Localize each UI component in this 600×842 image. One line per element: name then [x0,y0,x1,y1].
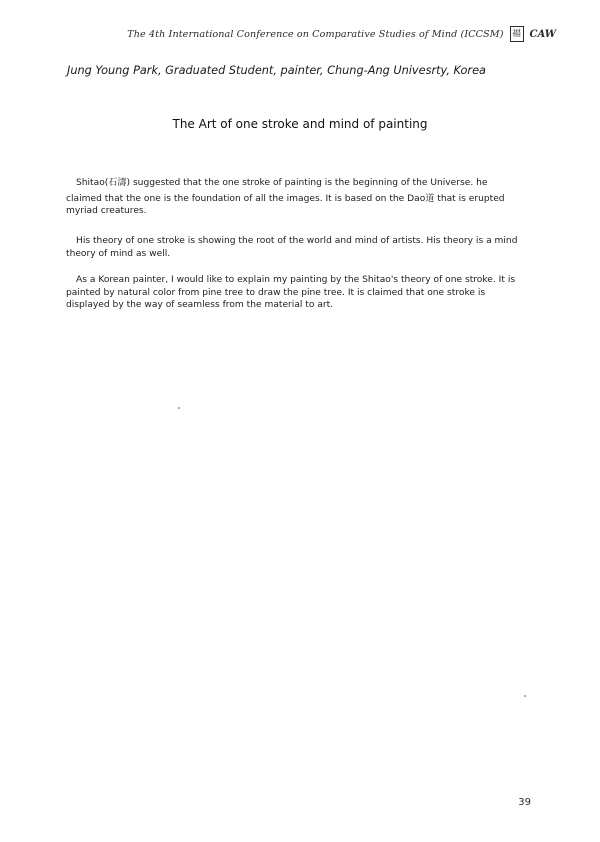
author-line: Jung Young Park, Graduated Student, painter, Chung-Ang Univesrty, Korea [67,64,486,77]
scan-speck [524,695,526,697]
caw-logo: CAW [529,28,556,40]
running-header [127,26,556,42]
paragraph-line: claimed that the one is the foundation of all the images. It is based on the Dao道 that is erupted [66,193,505,204]
paragraph-line: Shitao(石濤) suggested that the one stroke of painting is the beginning of the Universe. he [76,178,488,188]
paragraph-line: As a Korean painter, I would like to explain my painting by the Shitao's theory of one stroke. It is [76,275,516,285]
conference-title: The 4th International Conference on Comparative Studies of Mind (ICCSM) [127,28,504,40]
seal-glyph: 福 [512,28,522,39]
paragraph-line: displayed by the way of seamless from the material to art. [66,300,334,310]
paragraph-line: myriad creatures. [66,206,147,216]
paper-title: The Art of one stroke and mind of painting [172,117,428,131]
scan-speck [178,407,180,409]
paragraph-line: His theory of one stroke is showing the root of the world and mind of artists. His theory is a mind [76,236,518,246]
paragraph-3 [66,274,538,312]
page-number: 39 [518,797,531,808]
paragraph-line: theory of mind as well. [66,248,171,259]
paragraph-2 [66,235,538,260]
seal-logo-icon [510,26,524,42]
paragraph-1 [66,177,538,218]
paragraph-line: painted by natural color from pine tree to draw the pine tree. It is claimed that one stroke is [66,287,486,298]
